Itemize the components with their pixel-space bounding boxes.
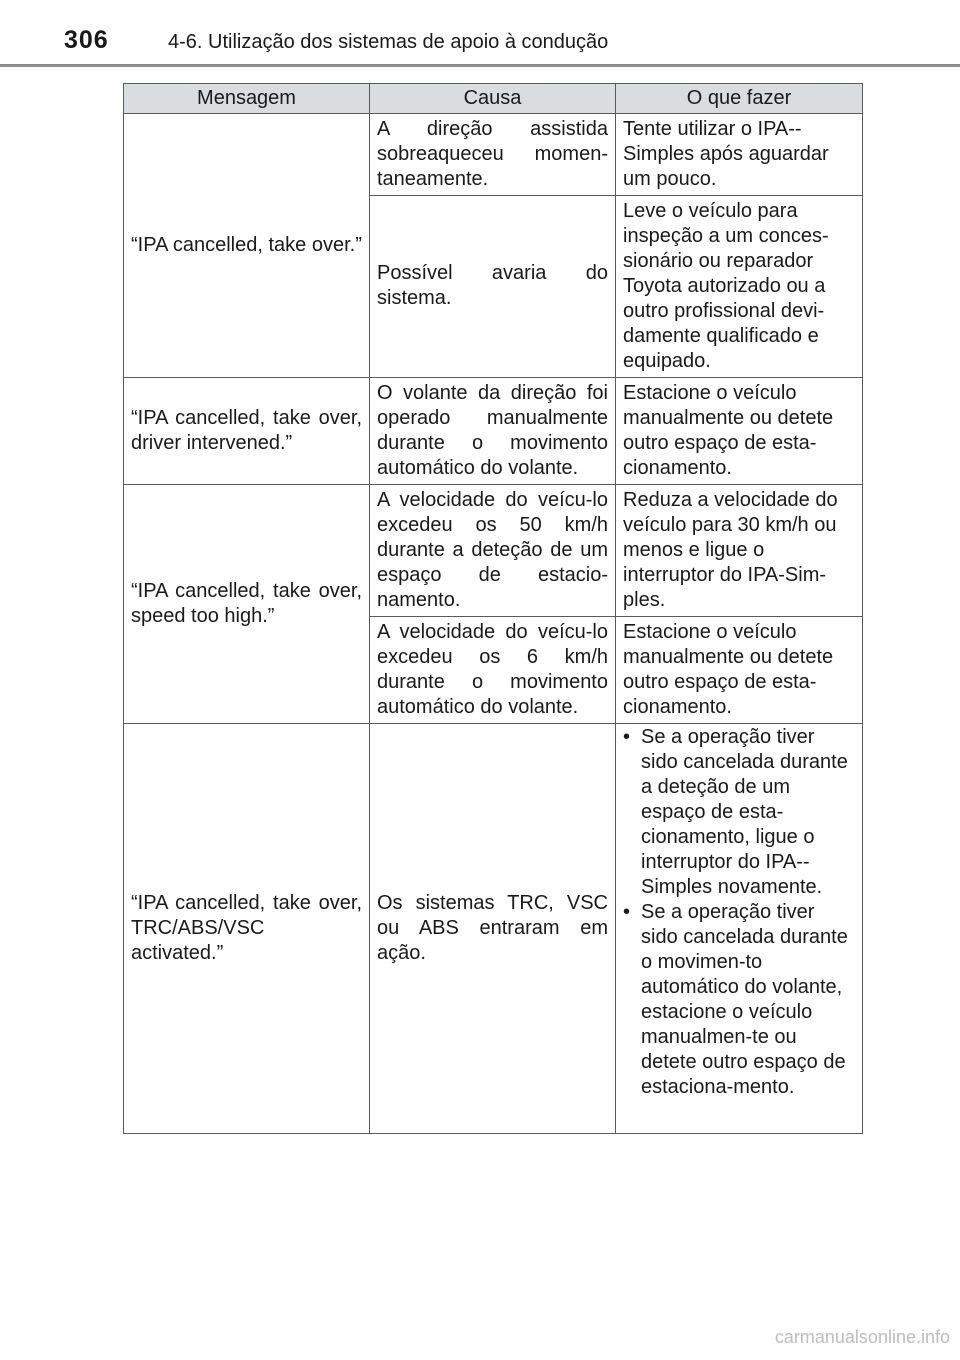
cause-cell: A velocidade do veícu-lo excedeu os 6 km/h durante o movimento automático do volante. xyxy=(370,617,616,724)
section-title: 4-6. Utilização dos sistemas de apoio à condução xyxy=(168,31,609,53)
table-row xyxy=(124,378,863,485)
cause-cell: A velocidade do veícu-lo excedeu os 50 km/h durante a deteção de um espaço de estacio-namento. xyxy=(370,485,616,617)
column-header-action: O que fazer xyxy=(616,84,863,114)
table-header-row xyxy=(124,84,863,114)
table-row xyxy=(124,485,863,617)
cause-cell: O volante da direção foi operado manualmente durante o movimento automático do volante. xyxy=(370,378,616,485)
message-cell: “IPA cancelled, take over.” xyxy=(124,114,370,378)
column-header-cause: Causa xyxy=(370,84,616,114)
message-cell: “IPA cancelled, take over, speed too high.” xyxy=(124,485,370,724)
table-row xyxy=(124,114,863,196)
action-cell: Leve o veículo para inspeção a um conces-sionário ou reparador Toyota autorizado ou a outro profissional devi-damente qualificado e equipado. xyxy=(616,196,863,378)
bullet-item: • Se a operação tiver sido cancelada durante a deteção de um espaço de esta-cionamento, ligue o interruptor do IPA--Simples novamente. xyxy=(623,725,855,900)
bullet-item: • Se a operação tiver sido cancelada durante o movimen-to automático do volante, estacione o veículo manualmen-te ou detete outro espaço de estaciona-mento. xyxy=(623,900,855,1100)
messages-table xyxy=(123,83,863,1134)
message-cell: “IPA cancelled, take over, TRC/ABS/VSC activated.” xyxy=(124,724,370,1134)
header-rule xyxy=(0,64,960,67)
table-row xyxy=(124,724,863,1134)
action-cell: Reduza a velocidade do veículo para 30 km/h ou menos e ligue o interruptor do IPA-Sim-ples. xyxy=(616,485,863,617)
page-number: 306 xyxy=(64,26,109,54)
footer-watermark: carmanualsonline.info xyxy=(774,1327,950,1347)
page-header xyxy=(0,0,960,70)
message-cell: “IPA cancelled, take over, driver intervened.” xyxy=(124,378,370,485)
action-bullet-list xyxy=(623,725,855,1100)
action-cell: Estacione o veículo manualmente ou detete outro espaço de esta-cionamento. xyxy=(616,617,863,724)
cause-cell: Possível avaria do sistema. xyxy=(370,196,616,378)
action-cell xyxy=(616,724,863,1134)
cause-cell: A direção assistida sobreaqueceu momen-taneamente. xyxy=(370,114,616,196)
action-cell: Tente utilizar o IPA--Simples após aguardar um pouco. xyxy=(616,114,863,196)
cause-cell: Os sistemas TRC, VSC ou ABS entraram em ação. xyxy=(370,724,616,1134)
action-cell: Estacione o veículo manualmente ou detete outro espaço de esta-cionamento. xyxy=(616,378,863,485)
column-header-message: Mensagem xyxy=(124,84,370,114)
